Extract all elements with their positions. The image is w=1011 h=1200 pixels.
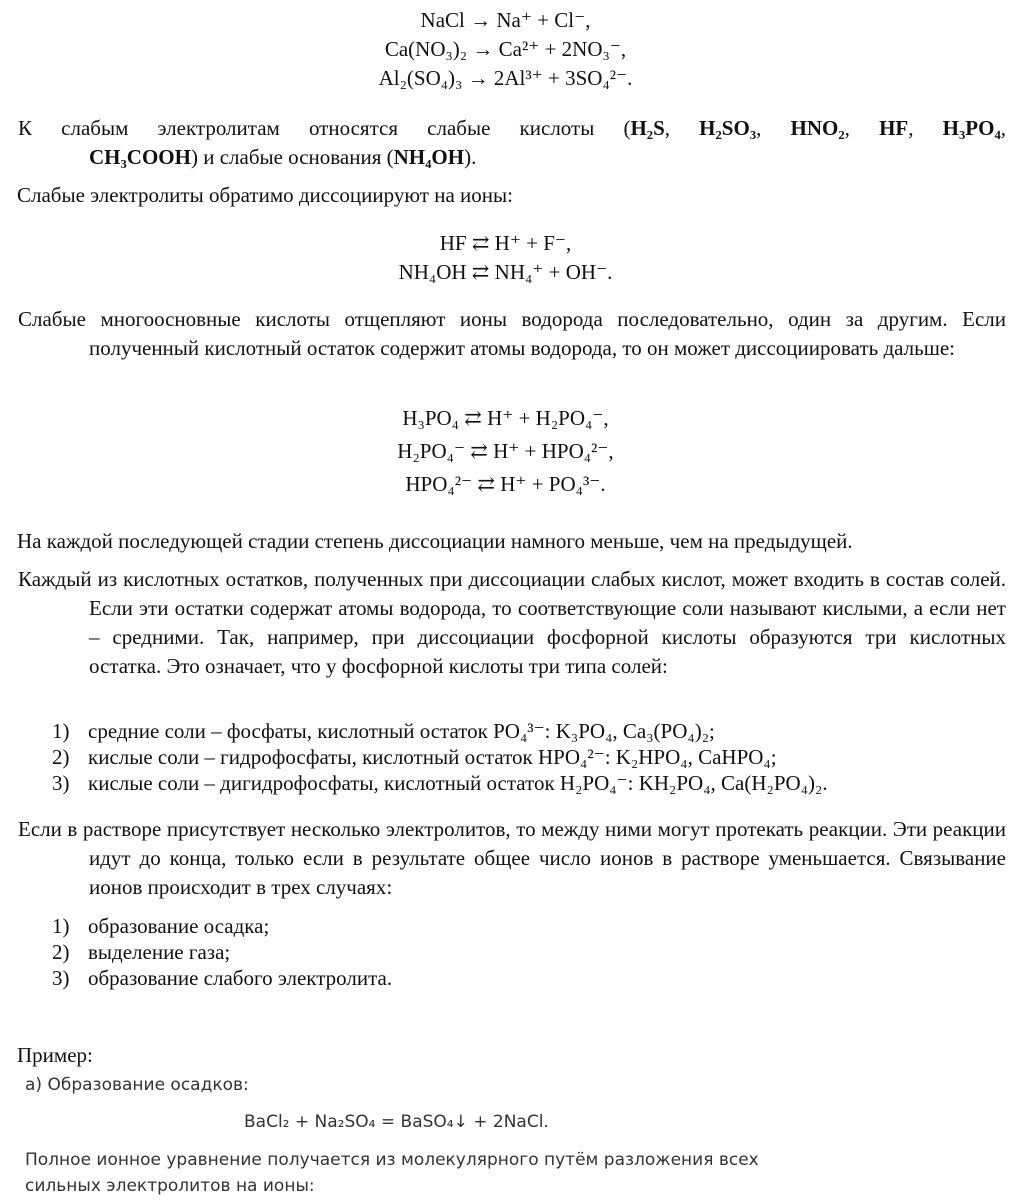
list-item: 3) образование слабого электролита. <box>52 966 393 990</box>
ionic-equation-paragraph: Полное ионное уравнение получается из молекулярного путём разложения всех сильных электролитов на ионы: <box>25 1150 759 1196</box>
reactions-paragraph: Если в растворе присутствует несколько электролитов, то между ними могут протекать реакции. Эти реакции идут до конца, только если в результате общее число ионов в растворе уменьшается. Связывание ионов происходит в трех случаях: <box>18 817 1006 899</box>
dissociation-degree-sentence: На каждой последующей стадии степень диссоциации намного меньше, чем на предыдущей. <box>17 529 853 553</box>
base-nh4oh: NH₄OH <box>393 145 465 169</box>
equation-step-2: H₂PO₄⁻ ⇄ H⁺ + HPO₄²⁻, <box>397 439 614 463</box>
weak-intro-text-mid: ) и слабые основания ( <box>190 145 394 169</box>
acid-h2s: H₂S <box>630 116 665 140</box>
example-a-heading: а) Образование осадков: <box>25 1075 249 1095</box>
list-item: 2) кислые соли – гидрофосфаты, кислотный остаток HPO₄²⁻: K₂HPO₄, CaHPO₄; <box>52 745 777 769</box>
salts-paragraph: Каждый из кислотных остатков, полученных при диссоциации слабых кислот, может входить в состав солей. Если эти остатки содержат атомы водорода, то соответствующие соли называют кислыми, а если нет – средними. Так, например, при диссоциации фосфорной кислоты образуются три кислотных остатка. Это означает, что у фосфорной кислоты три типа солей: <box>18 567 1006 678</box>
weak-intro-text-start: К слабым электролитам относятся слабые кислоты ( <box>18 116 631 140</box>
acid-h2so3: H₂SO₃ <box>699 116 757 140</box>
weak-intro-text-end: ). <box>464 145 477 169</box>
equation-calcium-nitrate: Ca(NO₃)₂ → Ca²⁺ + 2NO₃⁻, <box>384 37 627 61</box>
list-item: 1) образование осадка; <box>52 914 270 938</box>
equation-step-1: H₃PO₄ ⇄ H⁺ + H₂PO₄⁻, <box>402 406 609 430</box>
equation-nh4oh: NH₄OH ⇄ NH₄⁺ + OH⁻. <box>398 260 613 284</box>
equation-aluminium-sulfate: Al₂(SO₄)₃ → 2Al³⁺ + 3SO₄²⁻. <box>378 66 633 90</box>
equation-nacl: NaCl → Na⁺ + Cl⁻, <box>420 8 591 32</box>
list-item: 2) выделение газа; <box>52 940 231 964</box>
example-equation: BaCl₂ + Na₂SO₄ = BaSO₄↓ + 2NaCl. <box>244 1112 549 1132</box>
binding-cases-list <box>52 913 392 991</box>
polybasic-acids-paragraph: Слабые многоосновные кислоты отщепляют ионы водорода последовательно, один за другим. Если полученный кислотный остаток содержит атомы водорода, то он может диссоциировать дальше: <box>18 307 1006 360</box>
equation-hf: HF ⇄ H⁺ + F⁻, <box>439 231 572 255</box>
salt-types-list <box>52 718 828 796</box>
acid-h3po4: H₃PO₄ <box>942 116 1001 140</box>
weak-reversible-sentence: Слабые электролиты обратимо диссоциируют на ионы: <box>17 183 513 207</box>
weak-electrolytes-paragraph: К слабым электролитам относятся слабые кислоты (H₂S, H₂SO₃, HNO₂, HF, H₃PO₄, CH₃COOH) и слабые основания (NH₄OH). <box>18 116 1006 169</box>
strong-dissociation-equations <box>0 6 1011 93</box>
acid-ch3cooh: CH₃COOH <box>89 145 191 169</box>
list-item: 3) кислые соли – дигидрофосфаты, кислотный остаток H₂PO₄⁻: KH₂PO₄, Ca(H₂PO₄)₂. <box>52 771 828 795</box>
acid-hno2: HNO₂ <box>790 116 845 140</box>
list-item: 1) средние соли – фосфаты, кислотный остаток PO₄³⁻: K₃PO₄, Ca₃(PO₄)₂; <box>52 719 715 743</box>
weak-dissociation-equations <box>0 229 1011 287</box>
phosphoric-acid-steps <box>0 402 1011 501</box>
equation-step-3: HPO₄²⁻ ⇄ H⁺ + PO₄³⁻. <box>405 472 606 496</box>
example-label: Пример: <box>17 1043 93 1067</box>
acid-hf: HF <box>879 116 909 140</box>
